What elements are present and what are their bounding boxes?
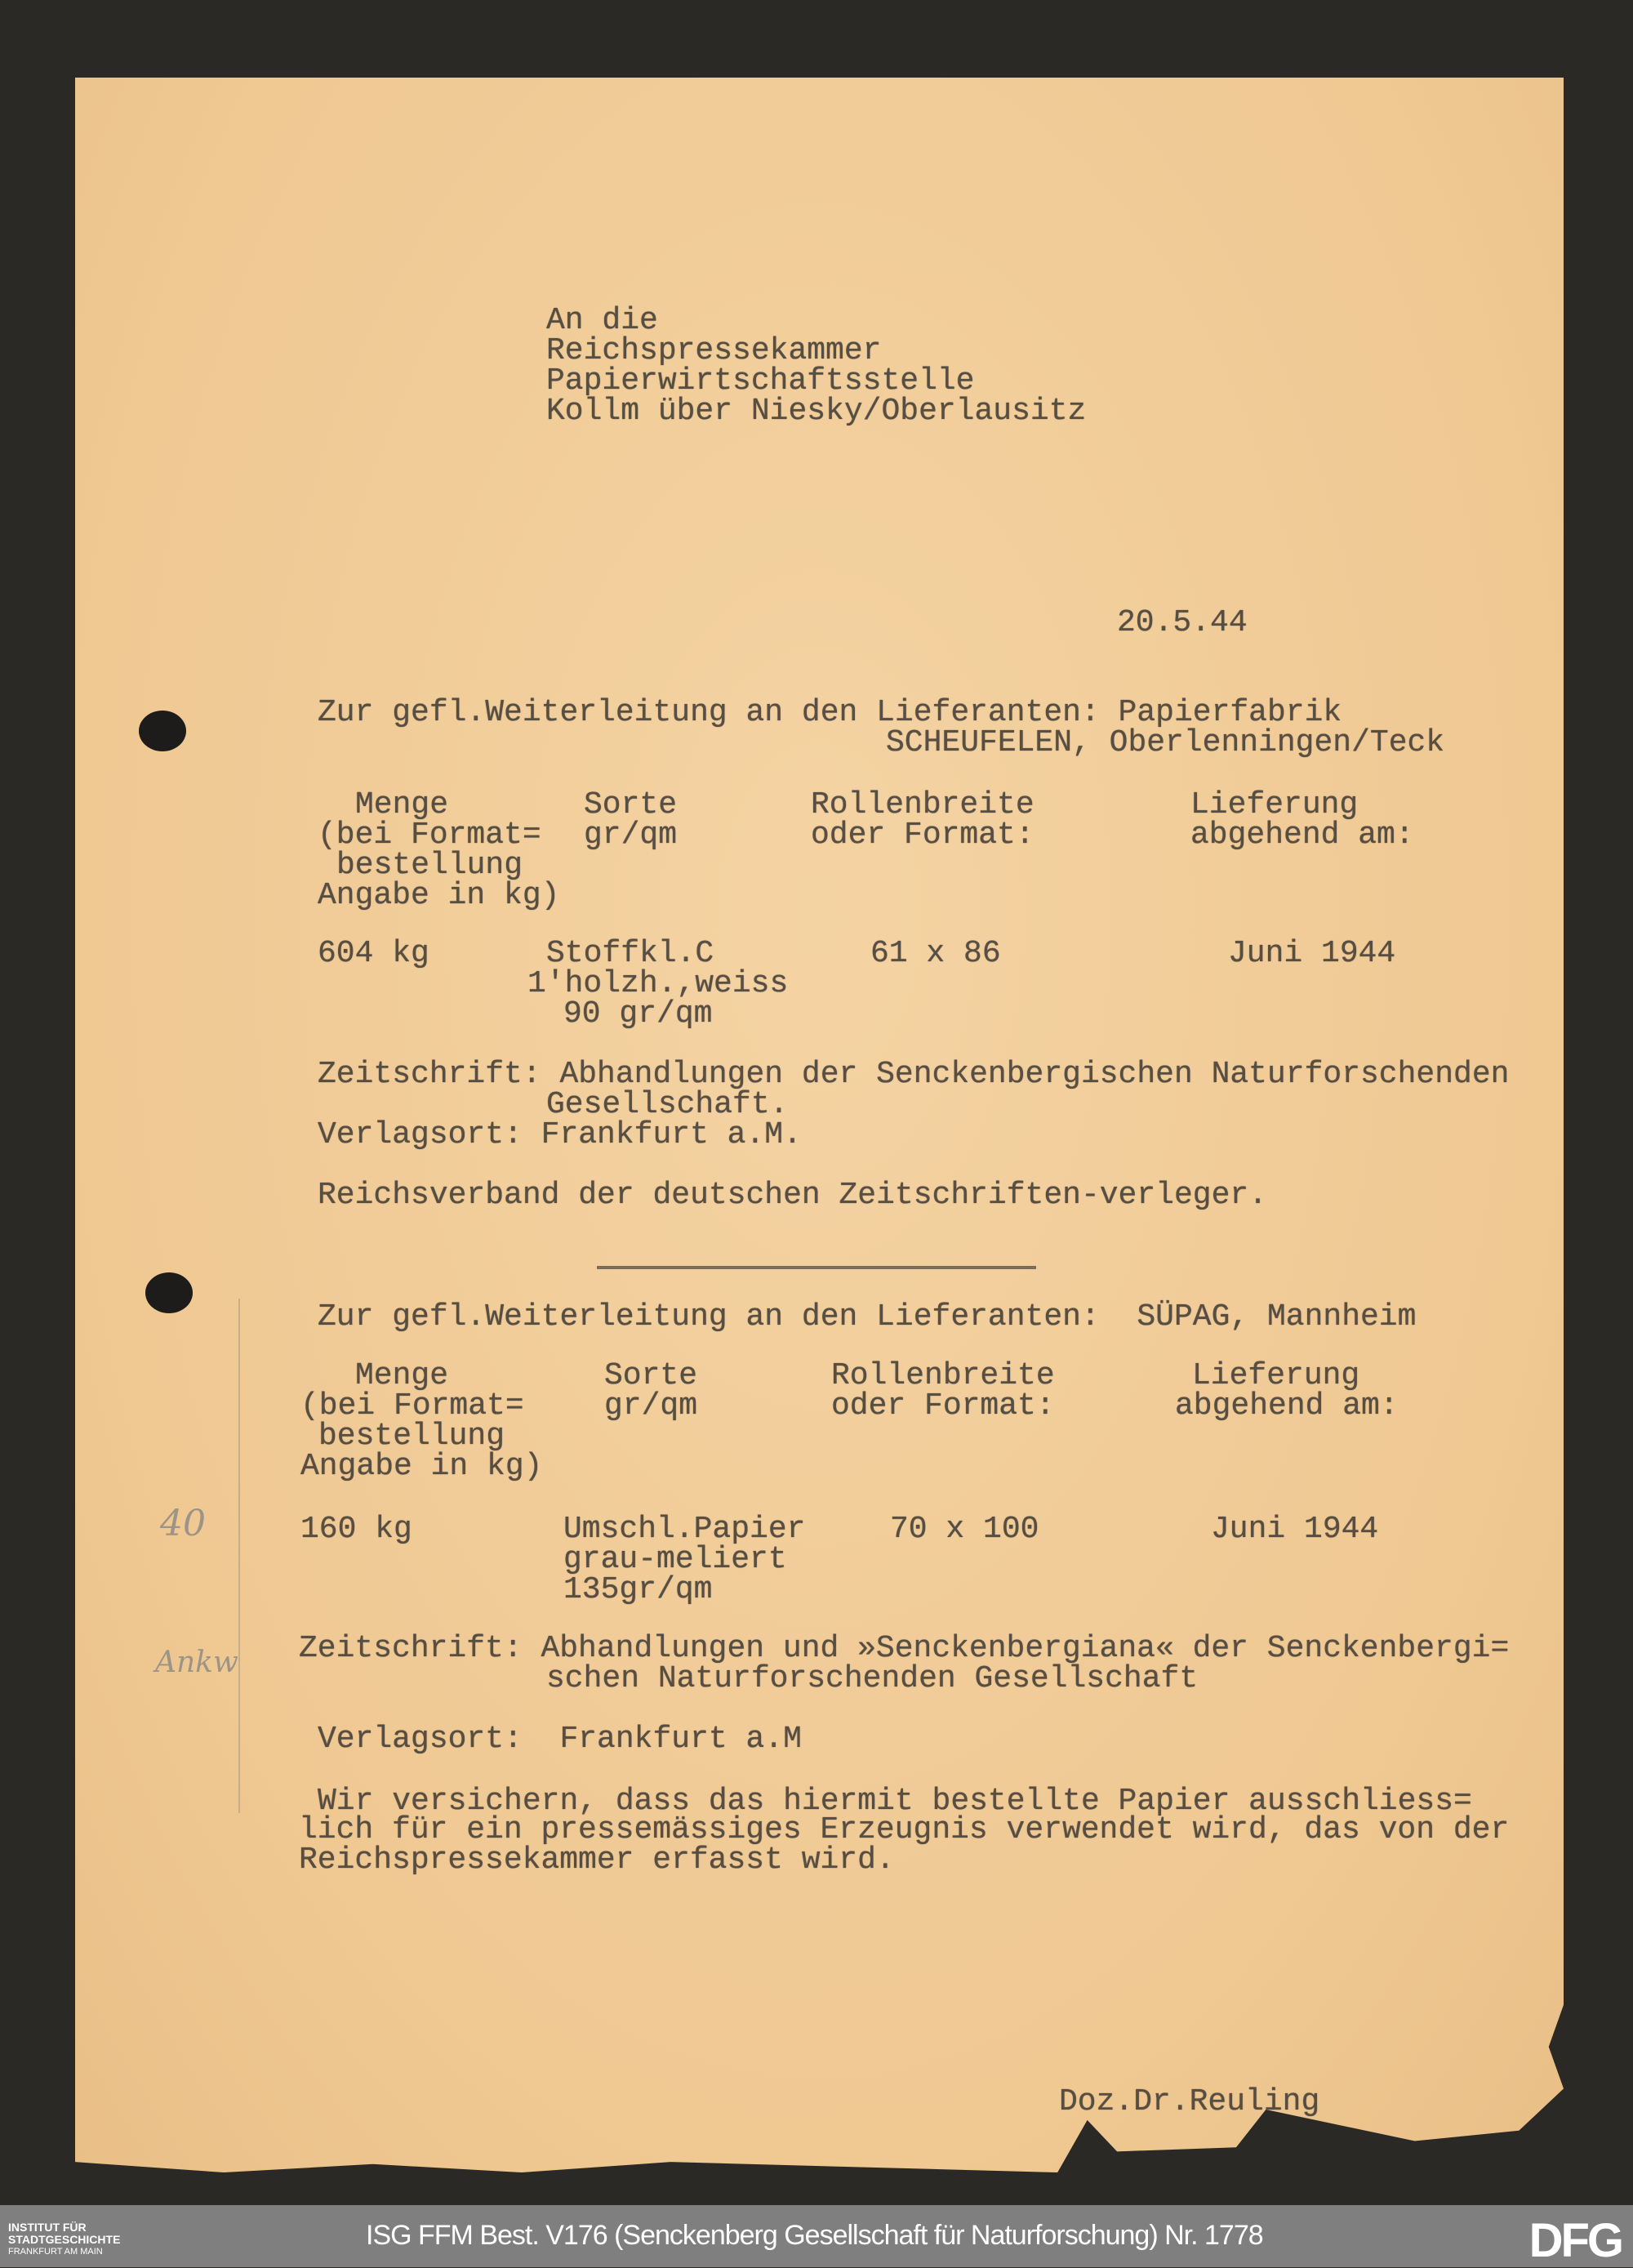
row-lieferung: Juni 1944 xyxy=(1211,1512,1379,1547)
letter-date: 20.5.44 xyxy=(1117,605,1248,640)
institute-name: STADTGESCHICHTE xyxy=(8,2233,121,2246)
header-menge: Menge xyxy=(355,1358,449,1393)
verlagsort-line: Verlagsort: Frankfurt a.M xyxy=(318,1722,802,1757)
verband-line: Reichsverband der deutschen Zeitschriften-verleger. xyxy=(318,1178,1267,1213)
punch-hole xyxy=(145,1272,193,1313)
header-sorte: gr/qm xyxy=(604,1388,698,1424)
address-line: Reichspressekammer xyxy=(546,333,882,368)
assurance-line: lich für ein pressemässiges Erzeugnis verwendet wird, das von der xyxy=(299,1812,1510,1847)
punch-hole xyxy=(139,711,186,751)
institute-city: FRANKFURT AM MAIN xyxy=(8,2247,103,2257)
pencil-note: Ankw xyxy=(155,1646,238,1679)
pencil-margin-line xyxy=(238,1299,240,1813)
verlagsort-line: Verlagsort: Frankfurt a.M. xyxy=(318,1117,802,1152)
row-format: 70 x 100 xyxy=(890,1512,1039,1547)
row-sorte: grau-meliert xyxy=(563,1542,787,1577)
header-lieferung: Lieferung xyxy=(1192,1358,1360,1393)
separator-rule xyxy=(597,1266,1036,1269)
dfg-logo: DFG xyxy=(1528,2214,1622,2267)
row-sorte: 1'holzh.,weiss xyxy=(527,966,789,1001)
header-format: oder Format: xyxy=(831,1388,1055,1424)
assurance-line: Wir versichern, dass das hiermit bestellte Papier ausschliess= xyxy=(318,1784,1472,1819)
header-menge: Angabe in kg) xyxy=(300,1449,543,1484)
header-menge: (bei Format= xyxy=(318,818,541,853)
header-sorte: Sorte xyxy=(584,787,678,822)
header-menge: bestellung xyxy=(336,848,523,883)
header-format: Rollenbreite xyxy=(811,787,1035,822)
header-lieferung: Lieferung xyxy=(1190,787,1359,822)
row-sorte: Stoffkl.C xyxy=(546,936,714,971)
header-menge: (bei Format= xyxy=(300,1388,524,1424)
archive-reference: ISG FFM Best. V176 (Senckenberg Gesellschaft für Naturforschung) Nr. 1778 xyxy=(366,2220,1263,2251)
institute-logo xyxy=(8,2221,120,2258)
forward-line: Zur gefl.Weiterleitung an den Lieferanten: SÜPAG, Mannheim xyxy=(318,1299,1417,1335)
row-sorte: 135gr/qm xyxy=(563,1572,713,1607)
row-menge: 604 kg xyxy=(318,936,429,971)
forward-line: Zur gefl.Weiterleitung an den Lieferanten: Papierfabrik xyxy=(318,695,1342,730)
row-sorte: Umschl.Papier xyxy=(563,1512,806,1547)
address-line: An die xyxy=(546,303,658,338)
supplier-line: SCHEUFELEN, Oberlenningen/Teck xyxy=(886,725,1445,760)
header-menge: bestellung xyxy=(318,1419,505,1454)
address-line: Papierwirtschaftsstelle xyxy=(546,363,975,399)
row-format: 61 x 86 xyxy=(870,936,1001,971)
header-format: oder Format: xyxy=(811,818,1035,853)
header-sorte: gr/qm xyxy=(584,818,678,853)
row-sorte: 90 gr/qm xyxy=(563,996,713,1032)
zeitschrift-line: schen Naturforschenden Gesellschaft xyxy=(546,1661,1199,1696)
header-lieferung: abgehend am: xyxy=(1175,1388,1399,1424)
zeitschrift-line: Zeitschrift: Abhandlungen der Senckenbergischen Naturforschenden xyxy=(318,1057,1510,1092)
header-menge: Angabe in kg) xyxy=(318,878,560,913)
zeitschrift-line: Gesellschaft. xyxy=(546,1087,789,1122)
header-sorte: Sorte xyxy=(604,1358,698,1393)
assurance-line: Reichspressekammer erfasst wird. xyxy=(299,1842,895,1878)
pencil-note: 40 xyxy=(160,1503,206,1544)
row-menge: 160 kg xyxy=(300,1512,412,1547)
row-lieferung: Juni 1944 xyxy=(1228,936,1396,971)
address-line: Kollm über Niesky/Oberlausitz xyxy=(546,394,1087,429)
header-format: Rollenbreite xyxy=(831,1358,1055,1393)
institute-name: INSTITUT FÜR xyxy=(8,2221,87,2234)
header-menge: Menge xyxy=(355,787,449,822)
zeitschrift-line: Zeitschrift: Abhandlungen und »Senckenbergiana« der Senckenbergi= xyxy=(299,1631,1510,1666)
signature: Doz.Dr.Reuling xyxy=(1059,2084,1320,2119)
archive-footer xyxy=(0,2205,1633,2267)
header-lieferung: abgehend am: xyxy=(1190,818,1414,853)
